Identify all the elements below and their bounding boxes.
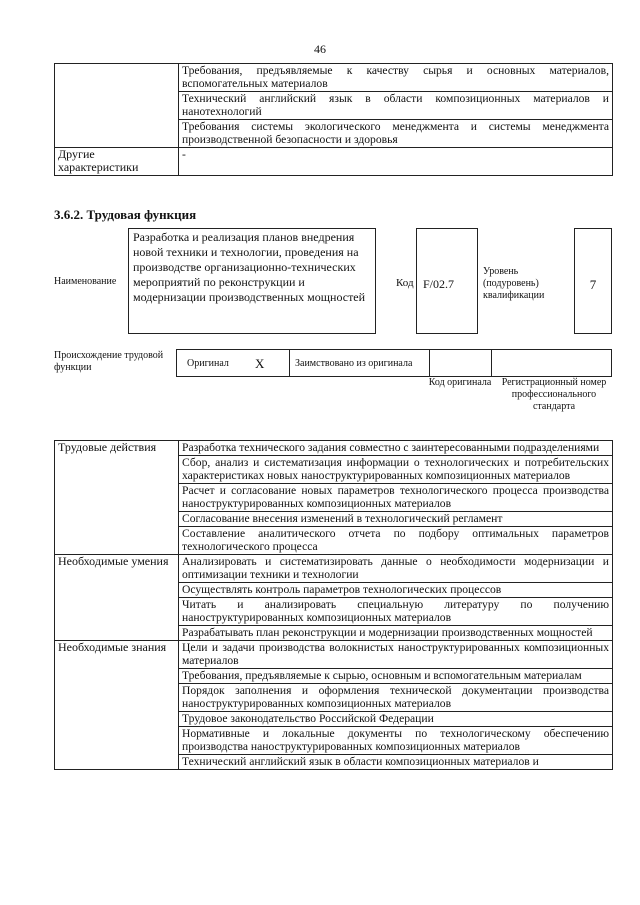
row-item: Нормативные и локальные документы по технологическому обеспечению производства наноструктурированных композиционных материалов: [179, 727, 613, 755]
top-requirements-table: [54, 63, 613, 176]
main-function-table: [54, 440, 613, 770]
origin-divider-3: [491, 350, 492, 376]
row-label: Необходимые умения: [55, 555, 179, 641]
row-item: Расчет и согласование новых параметров технологического процесса производства наноструктурированных композиционных материалов: [179, 484, 613, 512]
original-label: Оригинал: [187, 358, 229, 369]
row-item: Требования, предъявляемые к сырью, основным и вспомогательным материалам: [179, 669, 613, 684]
section-heading: 3.6.2. Трудовая функция: [54, 207, 197, 222]
row-item: Требования системы экологического менеджмента и системы менеджмента производственной безопасности и здоровья: [179, 120, 613, 148]
row-item: Требования, предъявляемые к качеству сырья и основных материалов, вспомогательных материалов: [179, 64, 613, 92]
table-row: [55, 555, 613, 583]
function-name-box: [128, 228, 376, 334]
origin-row: [176, 349, 612, 377]
row-item: Технический английский язык в области композиционных материалов и: [179, 755, 613, 770]
row-item: Цели и задачи производства волокнистых наноструктурированных композиционных материалов: [179, 641, 613, 669]
row-label: Другие характеристики: [55, 148, 179, 176]
function-name-value: Разработка и реализация планов внедрения новой техники и технологии, проведения на производстве организационно-технических мероприятий по реконструкции и модернизации производственных мощностей: [133, 230, 366, 304]
row-item: Технический английский язык в области композиционных материалов и нанотехнологий: [179, 92, 613, 120]
table-row: [55, 148, 613, 176]
code-value: F/02.7: [423, 277, 455, 291]
code-original-caption: Код оригинала: [428, 377, 492, 388]
row-item: Составление аналитического отчета по подбору оптимальных параметров технологического процесса: [179, 527, 613, 555]
row-label: Необходимые знания: [55, 641, 179, 770]
table-row: [55, 441, 613, 456]
registration-caption: Регистрационный номер профессионального стандарта: [501, 377, 607, 412]
row-item: Читать и анализировать специальную литературу по получению наноструктурированных композиционных материалов: [179, 598, 613, 626]
table-row: [55, 64, 613, 92]
level-label: Уровень (подуровень) квалификации: [483, 266, 545, 301]
row-item: Согласование внесения изменений в технологический регламент: [179, 512, 613, 527]
row-item: Анализировать и систематизировать данные о необходимости модернизации и оптимизации техники и технологии: [179, 555, 613, 583]
table-row: [55, 641, 613, 669]
top-table-body: [55, 64, 613, 176]
row-item: Сбор, анализ и систематизация информации о технологических и потребительских характеристиках новых наноструктурированных композиционных материалов: [179, 456, 613, 484]
level-value: 7: [589, 277, 597, 292]
row-item: Порядок заполнения и оформления технической документации производства наноструктурированных композиционных материалов: [179, 684, 613, 712]
code-label: Код: [396, 277, 414, 289]
row-item: Разработка технического задания совместно с заинтересованными подразделениями: [179, 441, 613, 456]
row-item: -: [179, 148, 613, 176]
borrowed-label: Заимствовано из оригинала: [295, 358, 413, 369]
page-number: 46: [314, 42, 326, 56]
row-item: Разрабатывать план реконструкции и модернизации производственных мощностей: [179, 626, 613, 641]
original-mark: X: [255, 356, 265, 371]
main-table-body: [55, 441, 613, 770]
code-box: [416, 228, 478, 334]
row-item: Осуществлять контроль параметров технологических процессов: [179, 583, 613, 598]
level-box: [574, 228, 612, 334]
row-item: Трудовое законодательство Российской Федерации: [179, 712, 613, 727]
row-label: Трудовые действия: [55, 441, 179, 555]
origin-divider-1: [289, 350, 290, 376]
origin-divider-2: [429, 350, 430, 376]
origin-label: Происхождение трудовой функции: [54, 350, 164, 373]
row-label: [55, 64, 179, 148]
name-label: Наименование: [54, 276, 117, 287]
